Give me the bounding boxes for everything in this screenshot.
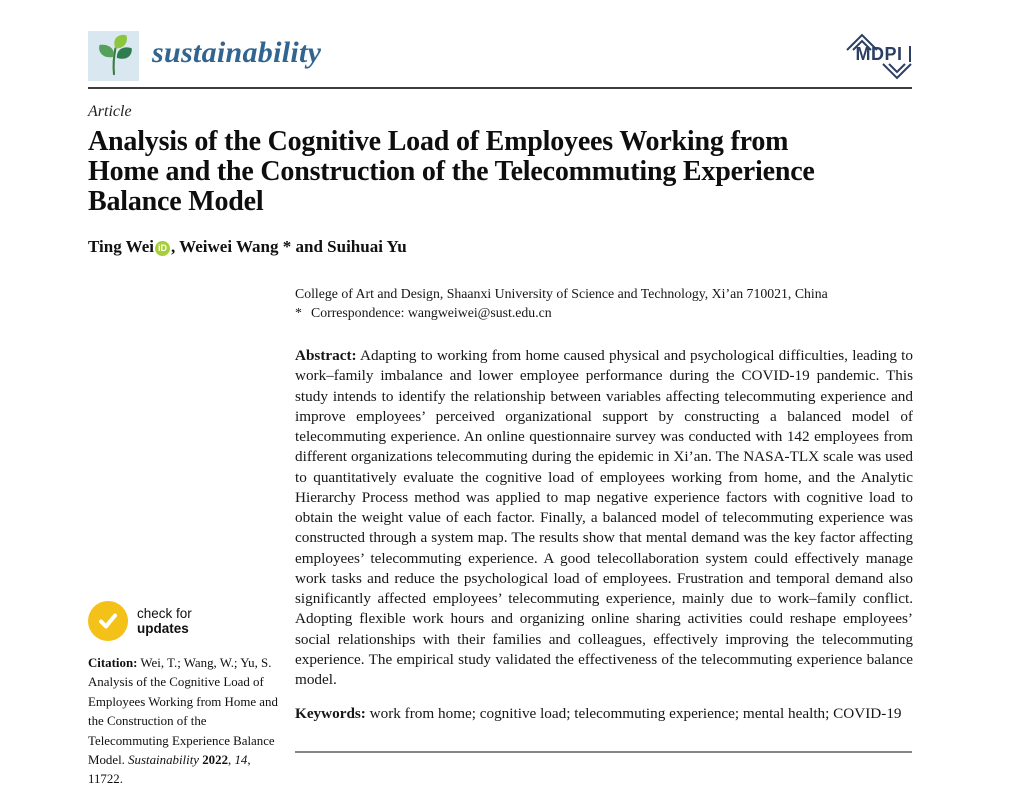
title-line-3: Balance Model — [88, 186, 264, 217]
badge-line-1: check for — [137, 606, 192, 621]
journal-name: sustainability — [152, 36, 322, 69]
affiliation-line: College of Art and Design, Shaanxi University of Science and Technology, Xi’an 710021, China — [295, 286, 828, 301]
citation-journal: Sustainability — [128, 753, 200, 768]
citation-pages: , 11722. — [88, 753, 251, 787]
keywords-divider-rule — [295, 751, 912, 753]
checkmark-icon — [88, 601, 128, 641]
mdpi-logo[interactable] — [842, 33, 916, 81]
paper-title — [88, 127, 903, 217]
abstract-label: Abstract: — [295, 347, 357, 364]
citation-label: Citation: — [88, 656, 138, 670]
seedling-icon — [92, 32, 136, 81]
citation-block — [88, 654, 281, 790]
citation-text: Wei, T.; Wang, W.; Yu, S. Analysis of the Cognitive Load of Employees Working from Home and the Construction of the Telecommuting Experience Balance Model. — [88, 656, 278, 768]
article-type-label: Article — [88, 103, 132, 120]
correspondence-email[interactable]: Correspondence: wangweiwei@sust.edu.cn — [311, 305, 552, 320]
author-name: Ting Wei — [88, 237, 154, 256]
journal-logo[interactable] — [88, 31, 139, 81]
citation-sep: , — [228, 753, 235, 768]
authors-rest: , Weiwei Wang * and Suihuai Yu — [170, 237, 407, 256]
mdpi-wordmark: MDPI — [855, 44, 903, 64]
citation-volume: 14 — [234, 753, 248, 768]
badge-line-2: updates — [137, 621, 189, 636]
abstract-paragraph — [295, 346, 913, 690]
title-line-1: Analysis of the Cognitive Load of Employees Working from — [88, 126, 789, 157]
authors-line — [88, 237, 407, 257]
keywords-label: Keywords: — [295, 705, 366, 722]
correspondence-marker: * — [295, 305, 302, 320]
citation-year: 2022 — [199, 753, 229, 768]
title-line-2: Home and the Construction of the Telecommuting Experience — [88, 156, 815, 187]
check-for-updates-label — [137, 606, 192, 636]
orcid-icon[interactable]: iD — [155, 241, 170, 256]
affiliation-block — [295, 284, 913, 322]
check-for-updates-badge[interactable] — [88, 601, 192, 641]
abstract-text: Adapting to working from home caused physical and psychological difficulties, leading to work–family imbalance and lower employee performance during the COVID-19 pandemic. This study intends to identify the relationship between variables affecting telecommuting experience and improve employees’ perceived organizational support by constructing a balanced model of telecommuting experience. An online questionnaire survey was conducted with 142 employees from different organizations telecommuting during the epidemic in Xi’an. The NASA-TLX scale was used to quantitatively evaluate the cognitive load of employees working from home, and the Analytic Hierarchy Process method was applied to map negative experience factors with cognitive load to obtain the weight value of each factor. Finally, a balanced model of telecommuting experience was constructed through a system map. The results show that mental demand was the key factor affecting employees’ telecommuting experience. A good telecollaboration system could effectively manage work tasks and reduce the psychological load of employees. Frustration and temporal demand also significantly affected employees’ telecommuting experience, mainly due to work–family conflict. Adopting flexible work hours and organizing online sharing activities could reshape employees’ social relationships with their families and colleagues, effectively improving the telecommuting experience. The empirical study validated the effectiveness of the telecommuting experience balance model. — [295, 347, 913, 688]
header-rule — [88, 87, 912, 89]
keywords-line — [295, 705, 913, 723]
keywords-text: work from home; cognitive load; telecommuting experience; mental health; COVID-19 — [365, 705, 902, 722]
